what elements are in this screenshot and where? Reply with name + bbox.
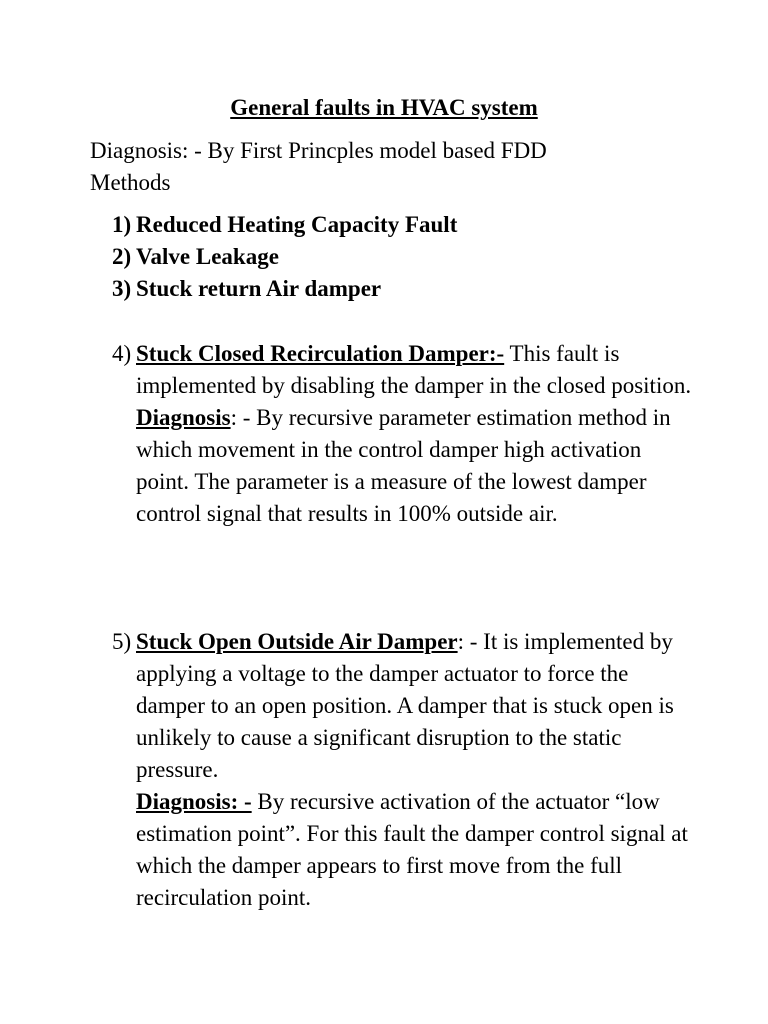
item-number: 2)	[112, 244, 132, 269]
list-item	[112, 241, 692, 273]
diagnosis-label: Diagnosis: -	[136, 789, 252, 814]
fault-5-diagnosis	[136, 786, 692, 914]
list-item	[112, 626, 692, 914]
item-number: 3)	[112, 276, 132, 301]
fault-4-section	[112, 338, 692, 530]
diagnosis-text: By recursive activation of the actuator “low estimation point”. For this fault the damper control signal at which the damper appears to first move from the full recirculation point.	[136, 789, 688, 910]
fault-5-text: : - It is implemented by applying a voltage to the damper actuator to force the damper to an open position. A damper that is stuck open is unlikely to cause a significant disruption to the static pressure.	[136, 629, 674, 782]
diagnosis-label: Diagnosis	[136, 405, 231, 430]
simple-fault-list	[112, 209, 692, 305]
list-item	[112, 209, 692, 241]
intro-paragraph	[90, 135, 690, 199]
fault-4-description	[136, 338, 692, 402]
page-title: General faults in HVAC system	[230, 95, 538, 120]
intro-line-1: Diagnosis: - By First Princples model based FDD	[90, 138, 547, 163]
item-number: 5)	[112, 629, 132, 654]
item-number: 4)	[112, 341, 132, 366]
diagnosis-text: : - By recursive parameter estimation method in which movement in the control damper high activation point. The parameter is a measure of the lowest damper control signal that results in 100% outside air.	[136, 405, 671, 526]
list-item	[112, 338, 692, 530]
fault-4-diagnosis	[136, 402, 692, 530]
fault-label: Reduced Heating Capacity Fault	[136, 212, 458, 237]
fault-label: Stuck return Air damper	[136, 276, 382, 301]
intro-line-2: Methods	[90, 170, 171, 195]
fault-5-section	[112, 626, 692, 914]
fault-label: Valve Leakage	[136, 244, 279, 269]
fault-4-heading: Stuck Closed Recirculation Damper:-	[136, 341, 505, 366]
fault-5-description	[136, 626, 692, 786]
fault-4-text: This fault is implemented by disabling the damper in the closed position.	[136, 341, 692, 398]
item-number: 1)	[112, 212, 132, 237]
list-item	[112, 273, 692, 305]
fault-5-heading: Stuck Open Outside Air Damper	[136, 629, 458, 654]
